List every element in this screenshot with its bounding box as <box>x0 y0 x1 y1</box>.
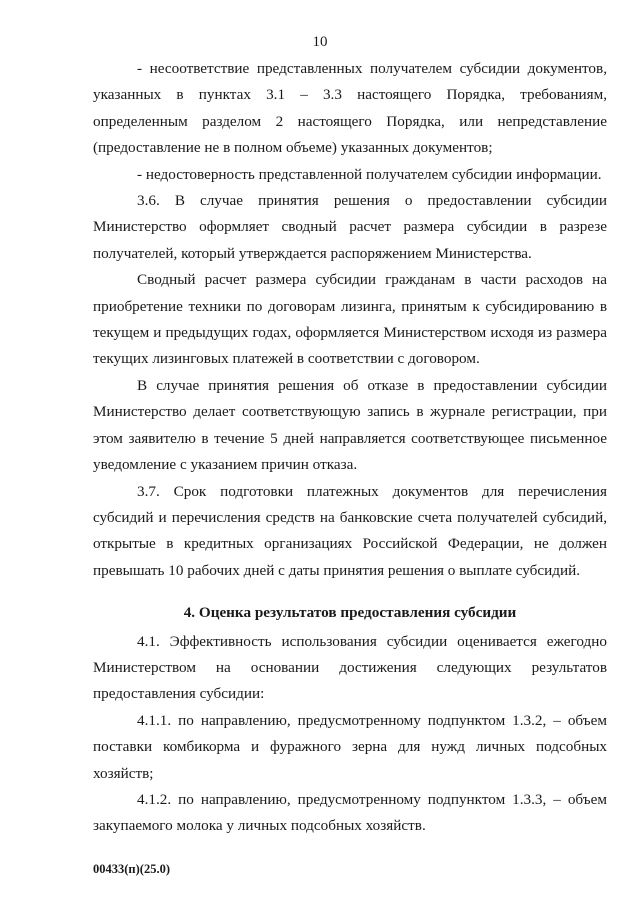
page-number: 10 <box>312 34 328 50</box>
paragraph-unreliability: - недостоверность представленной получателем субсидии информации. <box>137 165 602 183</box>
paragraph-leasing-calculation: Сводный расчет размера субсидии гражданам в части расходов на приобретение техники по договорам лизинга, принятым к субсидированию в текущем и предыдущих годах, оформляется Министерством исходя из размера текущих лизинговых платежей в соответствии с договором. <box>93 271 607 368</box>
paragraph-refusal: В случае принятия решения об отказе в предоставлении субсидии Министерство делает соответствующую запись в журнале регистрации, при этом заявителю в течение 5 дней направляется соответствующее письменное уведомление с указанием причин отказа. <box>93 376 607 474</box>
paragraph-4-1-1: 4.1.1. по направлению, предусмотренному подпунктом 1.3.2, – объем поставки комбикорма и фуражного зерна для нужд личных подсобных хозяйств; <box>93 711 607 782</box>
paragraph-4-1: 4.1. Эффективность использования субсидии оценивается ежегодно Министерством на основании достижения следующих результатов предоставления субсидии: <box>93 632 607 703</box>
paragraph-3-6: 3.6. В случае принятия решения о предоставлении субсидии Министерство оформляет сводный расчет размера субсидии в разрезе получателей, который утверждается распоряжением Министерства. <box>93 192 607 262</box>
paragraph-4-1-2: 4.1.2. по направлению, предусмотренному подпунктом 1.3.3, – объем закупаемого молока у личных подсобных хозяйств. <box>93 790 607 835</box>
section-heading: 4. Оценка результатов предоставления субсидии <box>183 604 517 622</box>
paragraph-noncompliance: - несоответствие представленных получателем субсидии документов, указанных в пунктах 3.1 – 3.3 настоящего Порядка, требованиям, определенным разделом 2 настоящего Порядка, или непредставление (предоставление не в полном объеме) указанных документов; <box>93 60 607 157</box>
document-code: 00433(п)(25.0) <box>93 862 170 876</box>
document-body <box>93 56 607 840</box>
paragraph-3-7: 3.7. Срок подготовки платежных документов для перечисления субсидий и перечисления средств на банковские счета получателей субсидий, открытые в кредитных организациях Российской Федерации, не должен превышать 10 рабочих дней с даты принятия решения о выплате субсидий. <box>93 482 607 579</box>
